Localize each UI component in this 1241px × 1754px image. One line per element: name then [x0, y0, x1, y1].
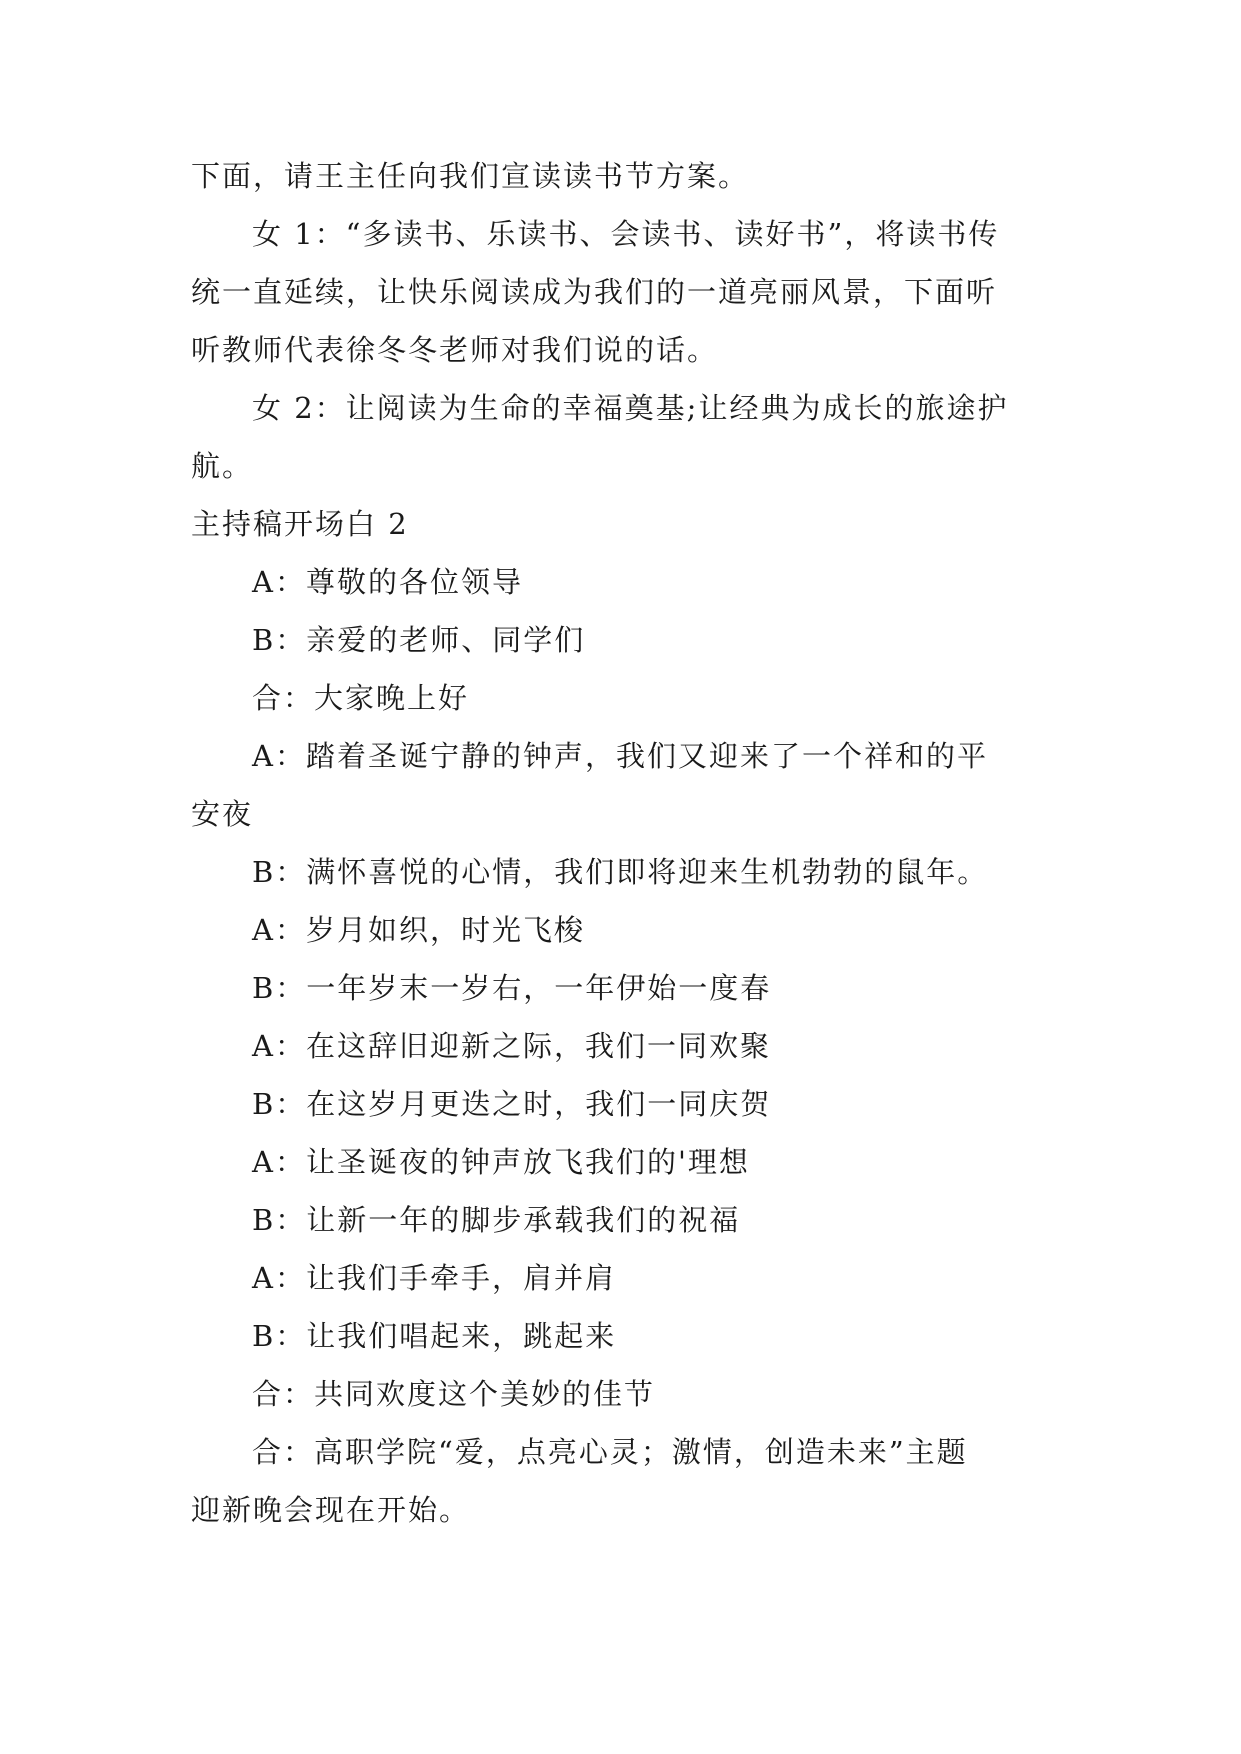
text-line: 女 2：让阅读为生命的幸福奠基;让经典为成长的旅途护 — [252, 391, 1009, 425]
dialogue-line: A：岁月如织，时光飞梭 — [252, 913, 585, 947]
dialogue-line: B：在这岁月更迭之时，我们一同庆贺 — [252, 1087, 772, 1121]
text-line: 统一直延续，让快乐阅读成为我们的一道亮丽风景，下面听 — [191, 275, 998, 309]
text-line: 听教师代表徐冬冬老师对我们说的话。 — [191, 333, 719, 367]
dialogue-line: 合：共同欢度这个美妙的佳节 — [252, 1377, 656, 1411]
dialogue-line: A：让我们手牵手，肩并肩 — [252, 1261, 616, 1295]
dialogue-line: 迎新晚会现在开始。 — [191, 1493, 471, 1527]
dialogue-line: B：一年岁末一岁右，一年伊始一度春 — [252, 971, 772, 1005]
dialogue-line: B：满怀喜悦的心情，我们即将迎来生机勃勃的鼠年。 — [252, 855, 989, 889]
section-heading: 主持稿开场白 2 — [191, 507, 409, 541]
text-line: 航。 — [191, 449, 254, 483]
dialogue-line: B：亲爱的老师、同学们 — [252, 623, 586, 657]
dialogue-line: 合：大家晚上好 — [252, 681, 470, 715]
dialogue-line: A：尊敬的各位领导 — [252, 565, 523, 599]
dialogue-line: A：在这辞旧迎新之际，我们一同欢聚 — [252, 1029, 771, 1063]
dialogue-line: 合：高职学院“爱，点亮心灵；激情，创造未来”主题 — [252, 1435, 968, 1469]
dialogue-line: A：踏着圣诞宁静的钟声，我们又迎来了一个祥和的平 — [252, 739, 988, 773]
dialogue-line: B：让新一年的脚步承载我们的祝福 — [252, 1203, 741, 1237]
dialogue-line: A：让圣诞夜的钟声放飞我们的'理想 — [252, 1145, 750, 1179]
dialogue-line: 安夜 — [191, 797, 254, 831]
text-line: 下面，请王主任向我们宣读读书节方案。 — [191, 159, 750, 193]
dialogue-line: B：让我们唱起来，跳起来 — [252, 1319, 617, 1353]
text-line: 女 1：“多读书、乐读书、会读书、读好书”，将读书传 — [252, 217, 1000, 251]
